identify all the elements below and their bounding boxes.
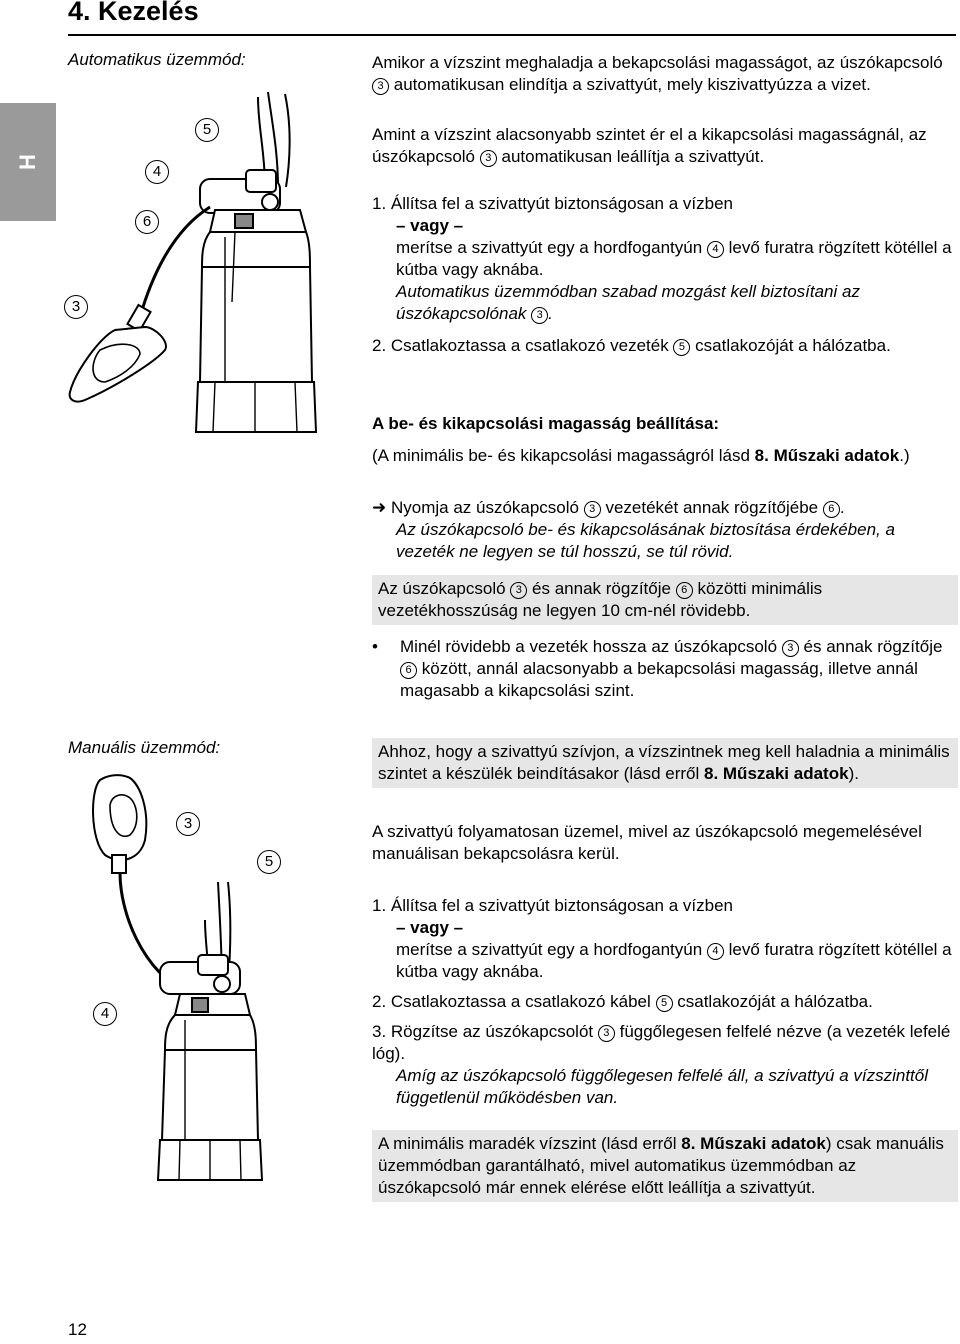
page-title: 4. Kezelés [68,0,199,26]
auto-step-1: 1. Állítsa fel a szivattyút biztonságosan a vízben – vagy – merítse a szivattyút egy a hordfogantyún 4 levő furatra rögzített kötéllel a kútba vagy aknába. Automatikus üzemmódban szabad mozgást kell biztosítani az úszókapcsolónak 3 . [372,194,952,323]
manual-step-1: 1. Állítsa fel a szivattyút biztonságosan a vízben – vagy – merítse a szivattyút egy a hordfogantyún 4 levő furatra rögzített kötéllel a kútba vagy aknába. [372,896,952,981]
auto-intro-2: Amint a vízszint alacsonyabb szintet ér el a kikapcsolási magasságnál, az úszókapcsoló 3 automatikusan leállítja a szivattyút. [372,125,927,166]
callout-3: 3 [64,295,88,319]
manual-callout-5: 5 [257,850,281,874]
callout-5: 5 [195,118,219,142]
manual-callout-3: 3 [176,812,200,836]
settings-heading: A be- és kikapcsolási magasság beállítása: [372,414,720,433]
manual-step-2: 2. Csatlakoztassa a csatlakozó kábel 5 csatlakozóját a hálózatba. [372,992,873,1011]
manual-info-box-1: Ahhoz, hogy a szivattyú szívjon, a vízszintnek meg kell haladnia a minimális szintet a készülék beindításakor (lásd erről 8. Műszaki adatok). [372,738,958,788]
language-tab [0,103,56,221]
page-number: 12 [68,1320,87,1339]
callout-4: 4 [145,160,169,184]
auto-bullet: • Minél rövidebb a vezeték hossza az úszókapcsoló 3 és annak rögzítője 6 között, annál alacsonyabb a bekapcsolási magasság, illetve annál magasabb a kikapcsolási szint. [372,637,943,700]
manual-mode-label: Manuális üzemmód: [68,738,221,757]
arrow-instruction: ➜ Nyomja az úszókapcsoló 3 vezetékét annak rögzítőjébe 6 . Az úszókapcsoló be- és kikapcsolásának biztosítása érdekében, a vezeték ne legyen se túl hosszú, se túl rövid. [372,498,895,561]
auto-info-box: Az úszókapcsoló 3 és annak rögzítője 6 közötti minimális vezetékhosszúság ne legyen 10 cm-nél rövidebb. [372,575,958,625]
callout-6: 6 [135,210,159,234]
language-tab-label: H [15,154,40,170]
auto-step-2: 2. Csatlakoztassa a csatlakozó vezeték 5 csatlakozóját a hálózatba. [372,336,891,355]
title-rule [68,34,956,36]
manual-info-box-2: A minimális maradék vízszint (lásd erről 8. Műszaki adatok) csak manuális üzemmódban garantálható, mivel automatikus üzemmódban az úszókapcsoló már ennek elérése előtt leállítja a szivattyút. [372,1130,958,1202]
settings-reference: (A minimális be- és kikapcsolási magasságról lásd 8. Műszaki adatok.) [372,446,910,465]
manual-step-3: 3. Rögzítse az úszókapcsolót 3 függőlegesen felfelé nézve (a vezeték lefelé lóg). Amíg az úszókapcsoló függőlegesen felfelé áll, a szivattyú a vízszinttől függetlenül működésben van. [372,1022,951,1107]
manual-paragraph: A szivattyú folyamatosan üzemel, mivel az úszókapcsoló megemelésével manuálisan bekapcsolásra kerül. [372,822,922,863]
auto-intro-1: Amikor a vízszint meghaladja a bekapcsolási magasságot, az úszókapcsoló 3 automatikusan elindítja a szivattyút, mely kiszivattyúzza a vizet. [372,53,943,94]
manual-callout-4: 4 [93,1002,117,1026]
auto-mode-label: Automatikus üzemmód: [68,50,246,69]
